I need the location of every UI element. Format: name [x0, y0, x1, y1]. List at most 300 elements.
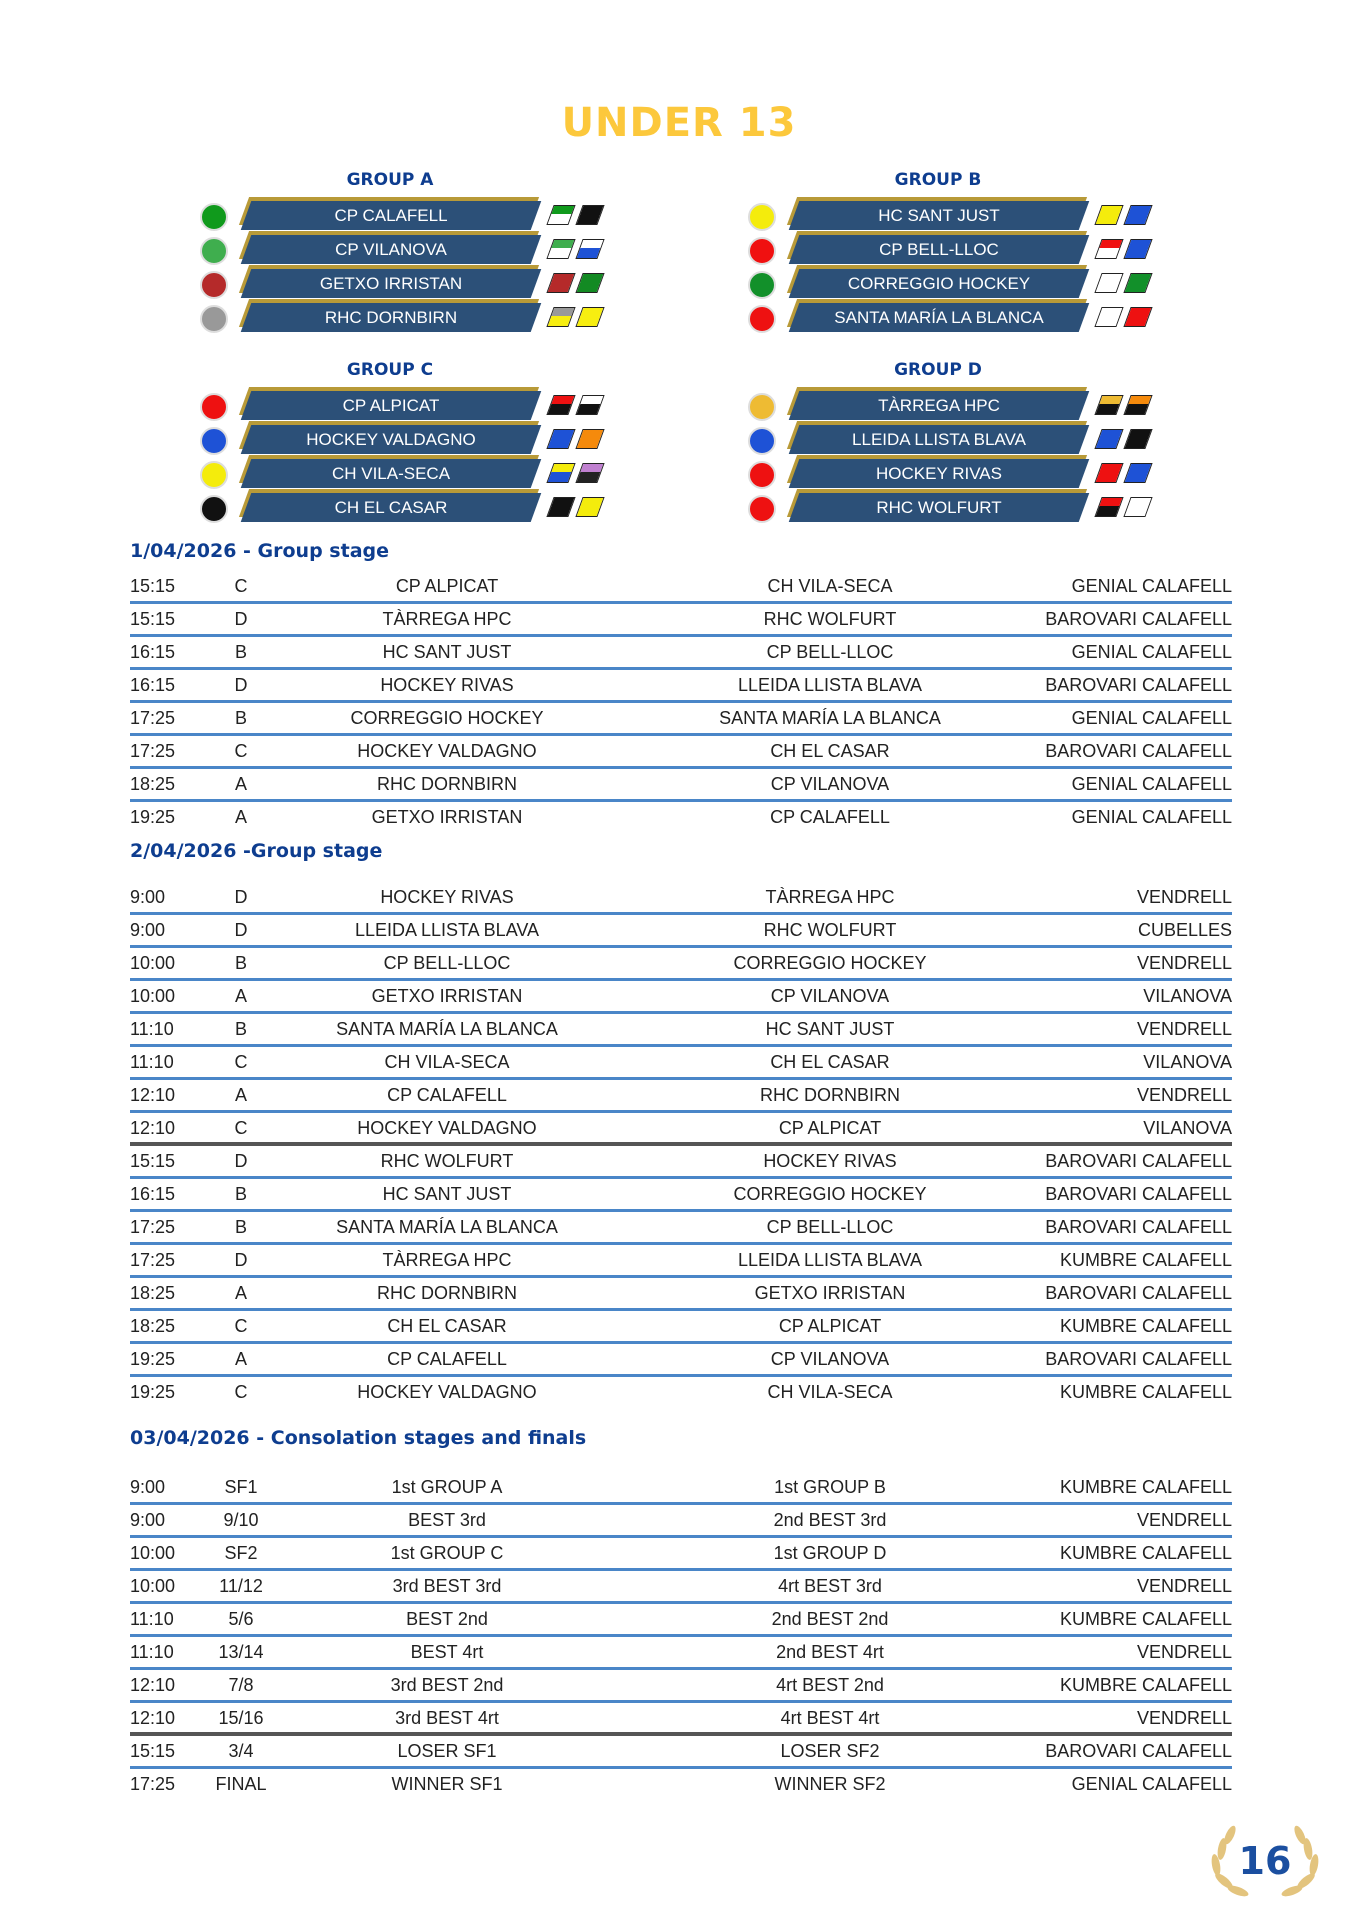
away-team: TÀRREGA HPC	[765, 887, 895, 907]
match-group: C	[234, 1316, 248, 1336]
match-venue: BAROVARI CALAFELL	[1045, 609, 1232, 629]
match-time: 17:25	[130, 1217, 176, 1237]
group-title: GROUP A	[346, 170, 434, 190]
match-group: 13/14	[218, 1642, 264, 1662]
match-venue: VENDRELL	[1136, 1019, 1232, 1039]
match-venue: CUBELLES	[1137, 920, 1232, 940]
match-venue: BAROVARI CALAFELL	[1045, 1151, 1232, 1171]
match-group: 11/12	[219, 1576, 263, 1596]
away-team: 4rt BEST 2nd	[776, 1675, 884, 1695]
away-kit-swatch	[1123, 429, 1152, 449]
match-group: D	[234, 887, 248, 907]
away-kit-swatch	[575, 497, 604, 517]
away-kit-swatch	[575, 273, 604, 293]
match-venue: KUMBRE CALAFELL	[1059, 1477, 1232, 1497]
match-group: B	[234, 953, 247, 973]
match-time: 12:10	[130, 1708, 176, 1728]
team-name: HOCKEY VALDAGNO	[306, 430, 476, 449]
match-row	[130, 637, 1232, 670]
team-crest-icon	[748, 237, 776, 265]
match-group: A	[234, 1085, 247, 1105]
match-group: A	[234, 1349, 247, 1369]
home-team: GETXO IRRISTAN	[371, 986, 523, 1006]
match-group: 15/16	[218, 1708, 264, 1728]
match-venue: KUMBRE CALAFELL	[1059, 1675, 1232, 1695]
team-name: CP VILANOVA	[335, 240, 447, 259]
home-kit-swatch	[1094, 429, 1123, 449]
match-row	[130, 571, 1232, 604]
away-team: CP CALAFELL	[770, 807, 890, 827]
away-team: RHC WOLFURT	[763, 920, 897, 940]
away-team: CH EL CASAR	[770, 741, 890, 761]
match-time: 19:25	[130, 807, 176, 827]
home-kit-swatch	[546, 239, 575, 259]
match-time: 16:15	[130, 642, 176, 662]
group-c	[200, 360, 670, 520]
team-row	[200, 234, 670, 264]
team-crest-icon	[200, 427, 228, 455]
match-row	[130, 769, 1232, 802]
match-time: 19:25	[130, 1349, 176, 1369]
match-time: 16:15	[130, 675, 176, 695]
away-kit-swatch	[575, 429, 604, 449]
away-team: 2nd BEST 3rd	[773, 1510, 887, 1530]
team-name: CP BELL-LLOC	[879, 240, 999, 259]
match-time: 17:25	[130, 1774, 176, 1794]
team-name: CP CALAFELL	[334, 206, 448, 225]
match-venue: VENDRELL	[1136, 887, 1232, 907]
home-kit-swatch	[546, 463, 575, 483]
home-kit-swatch	[1094, 463, 1123, 483]
home-kit-swatch	[546, 205, 575, 225]
away-kit-swatch	[575, 395, 604, 415]
home-kit-swatch	[1094, 395, 1123, 415]
match-group: B	[234, 642, 247, 662]
team-name: HOCKEY RIVAS	[876, 464, 1002, 483]
away-kit-swatch	[1123, 273, 1152, 293]
team-name: RHC WOLFURT	[876, 498, 1002, 517]
match-group: D	[234, 675, 248, 695]
home-team: BEST 3rd	[408, 1510, 486, 1530]
match-venue: KUMBRE CALAFELL	[1059, 1250, 1232, 1270]
match-venue: KUMBRE CALAFELL	[1059, 1316, 1232, 1336]
away-team: LLEIDA LLISTA BLAVA	[737, 1250, 923, 1270]
match-venue: VENDRELL	[1136, 1642, 1232, 1662]
team-crest-icon	[200, 203, 228, 231]
away-kit-swatch	[575, 463, 604, 483]
schedule-table-day1	[130, 571, 1232, 835]
away-team: WINNER SF2	[774, 1774, 886, 1794]
home-team: CP ALPICAT	[395, 576, 499, 596]
match-group: A	[234, 774, 247, 794]
match-group: SF2	[224, 1543, 258, 1563]
away-kit-swatch	[575, 239, 604, 259]
match-group: B	[234, 708, 247, 728]
away-team: GETXO IRRISTAN	[754, 1283, 906, 1303]
team-crest-icon	[748, 495, 776, 523]
home-kit-swatch	[1094, 497, 1123, 517]
match-time: 18:25	[130, 1316, 176, 1336]
team-crest-icon	[748, 393, 776, 421]
match-time: 15:15	[130, 1151, 176, 1171]
home-team: HOCKEY RIVAS	[380, 887, 514, 907]
team-row	[200, 302, 670, 332]
match-venue: VENDRELL	[1136, 953, 1232, 973]
away-team: CH EL CASAR	[770, 1052, 890, 1072]
home-team: HC SANT JUST	[382, 642, 512, 662]
home-team: HOCKEY RIVAS	[380, 675, 514, 695]
away-team: CP BELL-LLOC	[766, 642, 894, 662]
match-time: 10:00	[130, 986, 176, 1006]
match-group: 5/6	[228, 1609, 254, 1629]
home-team: HOCKEY VALDAGNO	[357, 1382, 537, 1402]
match-row	[130, 1377, 1232, 1410]
home-team: HOCKEY VALDAGNO	[357, 1118, 537, 1138]
team-crest-icon	[200, 393, 228, 421]
home-team: RHC DORNBIRN	[376, 1283, 517, 1303]
team-row	[200, 424, 670, 454]
match-row	[130, 1113, 1232, 1146]
match-venue: KUMBRE CALAFELL	[1059, 1609, 1232, 1629]
group-d	[748, 360, 1218, 520]
team-crest-icon	[748, 427, 776, 455]
match-venue: BAROVARI CALAFELL	[1045, 1217, 1232, 1237]
match-group: C	[234, 1052, 248, 1072]
match-row	[130, 1703, 1232, 1736]
match-row	[130, 1245, 1232, 1278]
team-row	[200, 200, 670, 230]
home-team: 1st GROUP A	[391, 1477, 503, 1497]
match-group: B	[234, 1184, 247, 1204]
match-time: 9:00	[130, 1510, 166, 1530]
group-title: GROUP D	[894, 360, 982, 380]
match-group: C	[234, 1382, 248, 1402]
match-time: 12:10	[130, 1085, 176, 1105]
match-row	[130, 1604, 1232, 1637]
home-team: TÀRREGA HPC	[382, 1250, 512, 1270]
away-kit-swatch	[1123, 239, 1152, 259]
match-row	[130, 802, 1232, 835]
team-row	[748, 424, 1218, 454]
team-row	[200, 492, 670, 522]
group-a	[200, 170, 670, 330]
match-time: 15:15	[130, 1741, 176, 1761]
match-row	[130, 1014, 1232, 1047]
team-name: HC SANT JUST	[878, 206, 1000, 225]
match-group: 3/4	[228, 1741, 254, 1761]
home-kit-swatch	[1094, 205, 1123, 225]
match-row	[130, 1505, 1232, 1538]
away-team: RHC WOLFURT	[763, 609, 897, 629]
home-team: 1st GROUP C	[390, 1543, 504, 1563]
away-team: CH VILA-SECA	[767, 1382, 893, 1402]
team-crest-icon	[200, 495, 228, 523]
match-row	[130, 1571, 1232, 1604]
team-crest-icon	[748, 305, 776, 333]
page-title: UNDER 13	[561, 100, 797, 146]
match-row	[130, 1736, 1232, 1769]
match-row	[130, 1769, 1232, 1802]
away-team: HC SANT JUST	[765, 1019, 895, 1039]
match-venue: BAROVARI CALAFELL	[1045, 1184, 1232, 1204]
home-kit-swatch	[546, 497, 575, 517]
away-team: 1st GROUP B	[774, 1477, 886, 1497]
match-time: 17:25	[130, 708, 176, 728]
match-row	[130, 1146, 1232, 1179]
home-kit-swatch	[546, 395, 575, 415]
team-row	[748, 492, 1218, 522]
away-kit-swatch	[1123, 307, 1152, 327]
match-group: B	[234, 1217, 247, 1237]
team-crest-icon	[200, 305, 228, 333]
team-crest-icon	[200, 271, 228, 299]
match-venue: KUMBRE CALAFELL	[1059, 1543, 1232, 1563]
home-team: HOCKEY VALDAGNO	[357, 741, 537, 761]
match-group: A	[234, 986, 247, 1006]
match-row	[130, 1670, 1232, 1703]
team-name: CH EL CASAR	[334, 498, 448, 517]
home-team: LOSER SF1	[397, 1741, 497, 1761]
team-row	[748, 302, 1218, 332]
team-name: CORREGGIO HOCKEY	[847, 274, 1031, 293]
team-crest-icon	[748, 271, 776, 299]
away-team: CP VILANOVA	[770, 1349, 890, 1369]
page-number-badge	[1200, 1815, 1330, 1905]
match-venue: KUMBRE CALAFELL	[1059, 1382, 1232, 1402]
match-group: C	[234, 741, 248, 761]
home-team: BEST 4rt	[410, 1642, 484, 1662]
match-venue: GENIAL CALAFELL	[1071, 807, 1232, 827]
team-name: CP ALPICAT	[342, 396, 440, 415]
match-time: 9:00	[130, 887, 166, 907]
match-time: 11:10	[130, 1052, 174, 1072]
match-group: D	[234, 609, 248, 629]
match-time: 11:10	[130, 1609, 174, 1629]
away-kit-swatch	[1123, 205, 1152, 225]
team-row	[748, 200, 1218, 230]
match-row	[130, 948, 1232, 981]
away-team: HOCKEY RIVAS	[763, 1151, 897, 1171]
team-row	[748, 390, 1218, 420]
match-venue: GENIAL CALAFELL	[1071, 576, 1232, 596]
team-name: RHC DORNBIRN	[324, 308, 458, 327]
away-team: SANTA MARÍA LA BLANCA	[719, 708, 941, 728]
home-kit-swatch	[1094, 307, 1123, 327]
team-name: SANTA MARÍA LA BLANCA	[834, 308, 1044, 327]
match-venue: GENIAL CALAFELL	[1071, 1774, 1232, 1794]
home-team: CP BELL-LLOC	[383, 953, 511, 973]
match-group: FINAL	[215, 1774, 267, 1794]
away-team: 2nd BEST 2nd	[771, 1609, 889, 1629]
match-time: 17:25	[130, 1250, 176, 1270]
team-name: CH VILA-SECA	[331, 464, 451, 483]
team-crest-icon	[200, 461, 228, 489]
match-row	[130, 882, 1232, 915]
home-team: LLEIDA LLISTA BLAVA	[354, 920, 540, 940]
match-row	[130, 1538, 1232, 1571]
match-row	[130, 670, 1232, 703]
match-time: 9:00	[130, 1477, 166, 1497]
team-row	[200, 458, 670, 488]
home-team: CP CALAFELL	[387, 1349, 507, 1369]
match-time: 10:00	[130, 1543, 176, 1563]
match-time: 19:25	[130, 1382, 176, 1402]
match-venue: VILANOVA	[1143, 1052, 1232, 1072]
home-team: CH EL CASAR	[387, 1316, 507, 1336]
team-row	[200, 390, 670, 420]
match-row	[130, 981, 1232, 1014]
match-time: 18:25	[130, 774, 176, 794]
away-team: CP ALPICAT	[778, 1118, 882, 1138]
home-kit-swatch	[546, 273, 575, 293]
page-number: 16	[1238, 1839, 1292, 1883]
match-venue: VILANOVA	[1143, 986, 1232, 1006]
away-team: 2nd BEST 4rt	[776, 1642, 884, 1662]
match-group: C	[234, 1118, 248, 1138]
match-venue: BAROVARI CALAFELL	[1045, 675, 1232, 695]
away-team: 4rt BEST 4rt	[780, 1708, 880, 1728]
away-team: CORREGGIO HOCKEY	[733, 953, 927, 973]
home-team: RHC DORNBIRN	[376, 774, 517, 794]
match-venue: BAROVARI CALAFELL	[1045, 1741, 1232, 1761]
team-row	[748, 458, 1218, 488]
home-team: WINNER SF1	[391, 1774, 503, 1794]
match-group: B	[234, 1019, 247, 1039]
home-kit-swatch	[1094, 239, 1123, 259]
group-title: GROUP B	[894, 170, 982, 190]
home-kit-swatch	[546, 307, 575, 327]
home-kit-swatch	[546, 429, 575, 449]
match-row	[130, 1212, 1232, 1245]
home-team: GETXO IRRISTAN	[371, 807, 523, 827]
home-team: SANTA MARÍA LA BLANCA	[336, 1019, 558, 1039]
team-name: TÀRREGA HPC	[878, 396, 1000, 415]
match-venue: VENDRELL	[1136, 1708, 1232, 1728]
match-group: SF1	[224, 1477, 258, 1497]
away-team: CORREGGIO HOCKEY	[733, 1184, 927, 1204]
match-row	[130, 703, 1232, 736]
team-row	[748, 234, 1218, 264]
home-team: RHC WOLFURT	[380, 1151, 514, 1171]
match-venue: BAROVARI CALAFELL	[1045, 1349, 1232, 1369]
match-row	[130, 1472, 1232, 1505]
match-row	[130, 604, 1232, 637]
away-team: CP VILANOVA	[770, 774, 890, 794]
match-group: D	[234, 920, 248, 940]
away-kit-swatch	[575, 205, 604, 225]
away-team: 1st GROUP D	[773, 1543, 887, 1563]
match-venue: BAROVARI CALAFELL	[1045, 1283, 1232, 1303]
away-team: LOSER SF2	[780, 1741, 880, 1761]
match-row	[130, 1311, 1232, 1344]
team-crest-icon	[748, 461, 776, 489]
group-title: GROUP C	[346, 360, 434, 380]
match-row	[130, 1080, 1232, 1113]
match-time: 18:25	[130, 1283, 176, 1303]
match-row	[130, 736, 1232, 769]
match-row	[130, 1047, 1232, 1080]
match-row	[130, 1344, 1232, 1377]
match-time: 12:10	[130, 1118, 176, 1138]
match-time: 10:00	[130, 953, 176, 973]
match-venue: GENIAL CALAFELL	[1071, 642, 1232, 662]
match-row	[130, 915, 1232, 948]
match-venue: GENIAL CALAFELL	[1071, 708, 1232, 728]
away-team: CP ALPICAT	[778, 1316, 882, 1336]
match-time: 15:15	[130, 609, 176, 629]
home-team: CH VILA-SECA	[384, 1052, 510, 1072]
home-team: CP CALAFELL	[387, 1085, 507, 1105]
section-heading-day1: 1/04/2026 - Group stage	[130, 540, 389, 562]
away-team: LLEIDA LLISTA BLAVA	[737, 675, 923, 695]
home-team: BEST 2nd	[406, 1609, 488, 1629]
match-venue: VENDRELL	[1136, 1510, 1232, 1530]
match-venue: GENIAL CALAFELL	[1071, 774, 1232, 794]
match-time: 10:00	[130, 1576, 176, 1596]
match-time: 11:10	[130, 1642, 174, 1662]
away-team: 4rt BEST 3rd	[778, 1576, 882, 1596]
match-time: 12:10	[130, 1675, 176, 1695]
away-team: CP VILANOVA	[770, 986, 890, 1006]
away-team: RHC DORNBIRN	[759, 1085, 900, 1105]
match-group: D	[234, 1250, 248, 1270]
match-venue: VENDRELL	[1136, 1085, 1232, 1105]
match-row	[130, 1278, 1232, 1311]
section-heading-day3: 03/04/2026 - Consolation stages and finals	[130, 1427, 587, 1449]
home-team: 3rd BEST 4rt	[395, 1708, 499, 1728]
match-time: 16:15	[130, 1184, 176, 1204]
away-kit-swatch	[1123, 395, 1152, 415]
match-group: A	[234, 807, 247, 827]
home-team: TÀRREGA HPC	[382, 609, 512, 629]
team-crest-icon	[200, 237, 228, 265]
match-group: 9/10	[223, 1510, 259, 1530]
section-heading-day2: 2/04/2026 -Group stage	[130, 840, 383, 862]
team-crest-icon	[748, 203, 776, 231]
match-group: 7/8	[228, 1675, 254, 1695]
away-kit-swatch	[1123, 463, 1152, 483]
home-team: SANTA MARÍA LA BLANCA	[336, 1217, 558, 1237]
match-time: 11:10	[130, 1019, 174, 1039]
match-time: 17:25	[130, 741, 176, 761]
team-name: GETXO IRRISTAN	[319, 274, 463, 293]
home-kit-swatch	[1094, 273, 1123, 293]
group-b	[748, 170, 1218, 330]
match-row	[130, 1637, 1232, 1670]
match-venue: VILANOVA	[1143, 1118, 1232, 1138]
match-venue: BAROVARI CALAFELL	[1045, 741, 1232, 761]
schedule-table-day2	[130, 882, 1232, 1410]
away-team: CP BELL-LLOC	[766, 1217, 894, 1237]
match-venue: VENDRELL	[1136, 1576, 1232, 1596]
team-row	[200, 268, 670, 298]
match-group: C	[234, 576, 248, 596]
team-row	[748, 268, 1218, 298]
home-team: 3rd BEST 3rd	[392, 1576, 502, 1596]
match-row	[130, 1179, 1232, 1212]
away-kit-swatch	[1123, 497, 1152, 517]
match-time: 9:00	[130, 920, 166, 940]
team-name: LLEIDA LLISTA BLAVA	[852, 430, 1026, 449]
match-time: 15:15	[130, 576, 176, 596]
schedule-table-day3	[130, 1472, 1232, 1802]
match-group: A	[234, 1283, 247, 1303]
home-team: 3rd BEST 2nd	[390, 1675, 504, 1695]
match-group: D	[234, 1151, 248, 1171]
home-team: HC SANT JUST	[382, 1184, 512, 1204]
home-team: CORREGGIO HOCKEY	[350, 708, 544, 728]
away-team: CH VILA-SECA	[767, 576, 893, 596]
